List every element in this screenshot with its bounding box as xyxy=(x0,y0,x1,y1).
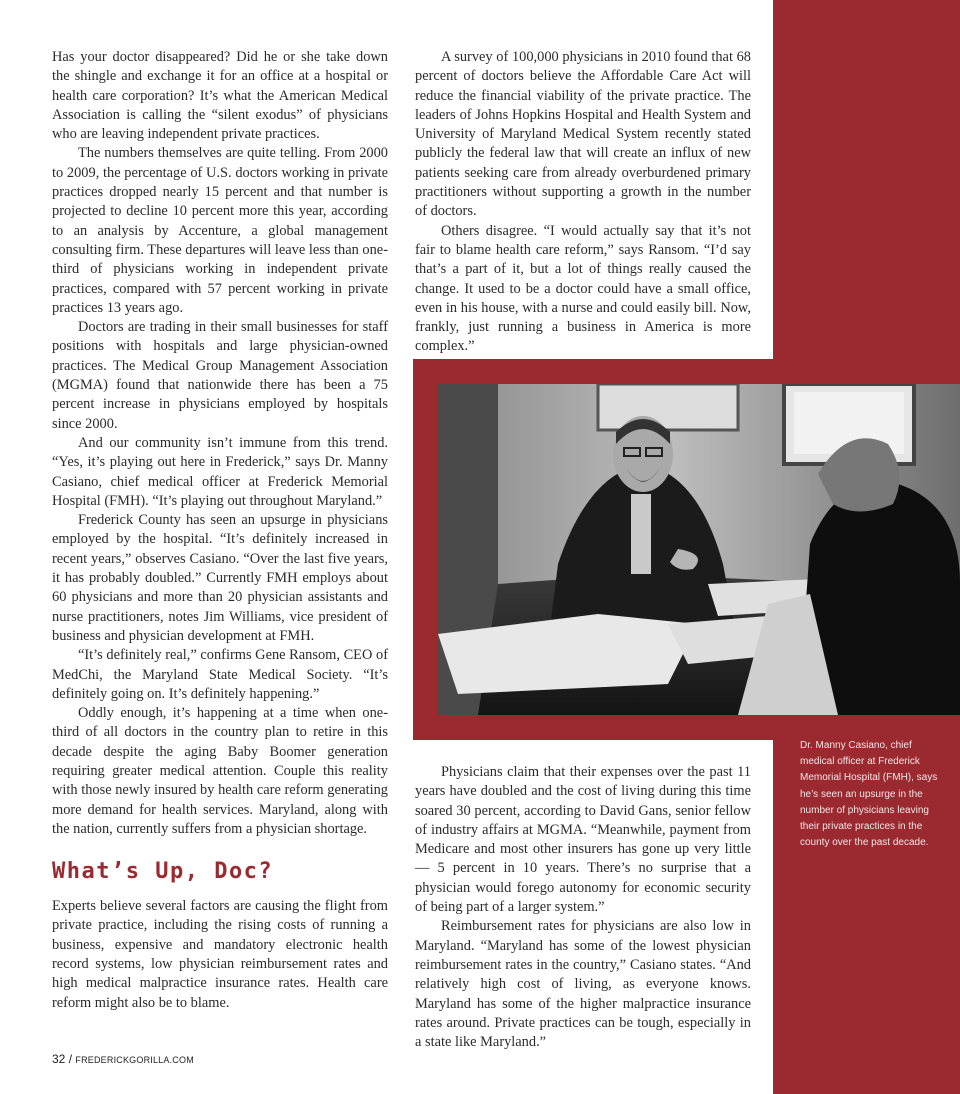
section-heading: What’s Up, Doc? xyxy=(52,859,274,885)
paragraph: Oddly enough, it’s happening at a time when one-third of all doctors in the country plan to retire in this decade despite the aging Baby Boomer generation requiring greater medical attention. Couple this reality with those newly insured by health care reform generating more demand for health services. Maryland, along with the nation, currently suffers from a physician shortage. xyxy=(52,705,388,837)
article-photo xyxy=(438,384,960,715)
paragraph: Experts believe several factors are causing the flight from private practice, including the rising costs of running a business, expensive and mandatory electronic health record systems, low physician reimbursement rates and high medical malpractice insurance rates. Health care reform might also be to blame. xyxy=(52,898,388,1011)
article-column-right-bottom xyxy=(415,763,751,1052)
page-number: 32 xyxy=(52,1052,66,1066)
paragraph: And our community isn’t immune from this trend. “Yes, it’s playing out here in Frederick,” says Dr. Manny Casiano, chief medical officer at Frederick Memorial Hospital (FMH). “It’s playing out throughout Maryland.” xyxy=(52,434,388,509)
paragraph: “It’s definitely real,” confirms Gene Ransom, CEO of MedChi, the Maryland State Medical Society. “It’s definitely going on. It’s definitely happening.” xyxy=(52,647,388,702)
article-column-right-top xyxy=(415,48,751,357)
site-url: FREDERICKGORILLA.COM xyxy=(75,1055,194,1065)
photo-caption: Dr. Manny Casiano, chief medical officer at Frederick Memorial Hospital (FMH), says he’s seen an upsurge in the number of physicians leaving their private practices in the county over the past decade. xyxy=(800,740,938,849)
article-column-left xyxy=(52,48,388,1013)
paragraph: Doctors are trading in their small businesses for staff positions with hospitals and large physician-owned practices. The Medical Group Management Association (MGMA) found that nationwide there has been a 75 percent increase in physicians employed by hospitals since 2000. xyxy=(52,319,388,432)
paragraph: The numbers themselves are quite telling. From 2000 to 2009, the percentage of U.S. doctors working in private practices dropped nearly 15 percent and that number is projected to decline 10 percent more this year, according to an analysis by Accenture, a global management consulting firm. These departures will leave less than one-third of physicians working in independent private practices, compared with 57 percent working in private practices 13 years ago. xyxy=(52,145,388,316)
paragraph: Reimbursement rates for physicians are also low in Maryland. “Maryland has some of the lowest physician reimbursement rates in the country,” Casiano states. “And relatively high cost of living, as everyone knows. Maryland has some of the higher malpractice insurance rates around. Private practices can be tough, especially in a state like Maryland.” xyxy=(415,918,751,1051)
paragraph: A survey of 100,000 physicians in 2010 found that 68 percent of doctors believe the Affordable Care Act will reduce the financial viability of the private practice. The leaders of Johns Hopkins Hospital and Health System and University of Maryland Medical System recently stated publicly the federal law that will create an influx of new patients seeking care from already overburdened primary practitioners without supporting a growth in the number of doctors. xyxy=(415,49,751,220)
paragraph: Others disagree. “I would actually say that it’s not fair to blame health care reform,” says Ransom. “I’d say that’s a part of it, but a lot of things really caused the change. It used to be a doctor could have a small office, even in his house, with a nurse and could easily bill. Now, frankly, just running a business in America is more complex.” xyxy=(415,222,751,355)
paragraph: Frederick County has seen an upsurge in physicians employed by the hospital. “It’s definitely increased in recent years,” observes Casiano. “Over the last five years, it has probably doubled.” Currently FMH employs about 60 physicians and more than 20 physician assistants and nurse practitioners, notes Jim Williams, vice president of business and physician development at FMH. xyxy=(52,512,388,644)
footer-separator: / xyxy=(65,1052,76,1066)
page-footer xyxy=(52,1052,194,1066)
paragraph: Physicians claim that their expenses over the past 11 years have doubled and the cost of living during this time soared 30 percent, according to David Gans, senior fellow of industry affairs at MGMA. “Meanwhile, payment from Medicare and most other insurers has gone up very little — 5 percent in 10 years. There’s no surprise that a physician would forego autonomy for economic security of being part of a larger system.” xyxy=(415,764,751,916)
paragraph: Has your doctor disappeared? Did he or she take down the shingle and exchange it for an office at a hospital or health care corporation? It’s what the American Medical Association is calling the “silent exodus” of physicians who are leaving independent private practices. xyxy=(52,49,388,143)
photo-illustration xyxy=(438,384,960,715)
